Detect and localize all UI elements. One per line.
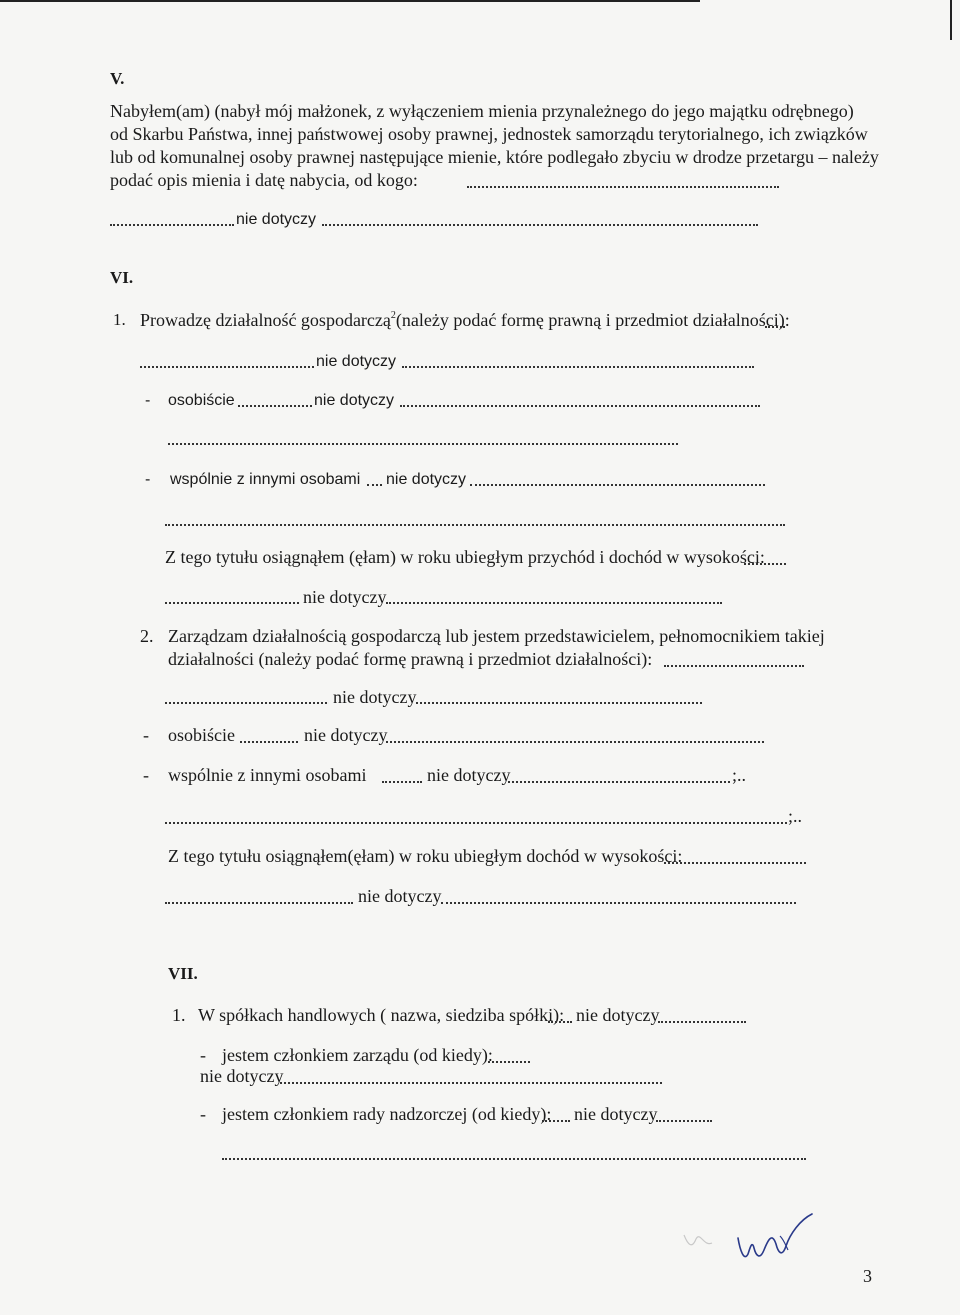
faint-mark (680, 1225, 720, 1255)
fill-dots (367, 484, 382, 486)
punctuation: ;.. (788, 806, 803, 826)
vii-board-answer: nie dotyczy (200, 1066, 284, 1086)
vi-item2-answer: nie dotyczy (333, 687, 417, 707)
vi-item2-personally-answer: nie dotyczy (304, 725, 388, 745)
vi-item1-text-post: (należy podać formę prawną i przedmiot działalności): (395, 310, 790, 330)
vi-item1-number: 1. (113, 310, 126, 329)
signature-image (730, 1210, 820, 1270)
fill-dots (765, 326, 785, 328)
fill-dots (542, 1120, 570, 1122)
vi-item1-answer: nie dotyczy (316, 353, 397, 370)
bullet-dash: - (145, 471, 151, 488)
vi-item1-income-answer: nie dotyczy (303, 587, 387, 607)
section-v-heading: V. (110, 69, 125, 88)
vi-item2-line-2: działalności (należy podać formę prawną i przedmiot działalności): (168, 649, 653, 669)
fill-dots (664, 665, 804, 667)
punctuation: ;.. (732, 765, 747, 785)
bullet-dash: - (143, 765, 149, 785)
vi-item1-text (140, 310, 790, 330)
fill-dots (441, 902, 796, 904)
fill-dots (222, 1158, 806, 1160)
vi-item1-text-pre: Prowadzę działalność gospodarczą (140, 310, 391, 330)
vii-item1-answer: nie dotyczy (576, 1005, 660, 1025)
vii-board-label: jestem członkiem zarządu (od kiedy): (222, 1045, 493, 1065)
section-vii-heading: VII. (168, 964, 198, 983)
fill-dots (508, 781, 730, 783)
fill-dots (402, 366, 754, 368)
section-v-line-4: podać opis mienia i datę nabycia, od kogo: (110, 170, 418, 190)
section-vi-heading: VI. (110, 268, 134, 287)
fill-dots (168, 443, 678, 445)
fill-dots (386, 602, 722, 604)
vi-item1-jointly-answer: nie dotyczy (386, 471, 467, 488)
fill-dots (416, 702, 702, 704)
vi-item2-personally-label: osobiście (168, 725, 235, 745)
vii-supervisory-answer: nie dotyczy (574, 1104, 658, 1124)
vi-item1-personally-label: osobiście (168, 392, 235, 409)
vi-item1-income-text: Z tego tytułu osiągnąłem (ęłam) w roku ubiegłym przychód i dochód w wysokości: (165, 547, 765, 567)
vii-supervisory-label: jestem członkiem rady nadzorczej (od kiedy): (222, 1104, 552, 1124)
bullet-dash: - (200, 1045, 206, 1065)
fill-dots (280, 1082, 662, 1084)
vi-item1-personally-answer: nie dotyczy (314, 392, 395, 409)
fill-dots (382, 781, 422, 783)
section-v-line-2: od Skarbu Państwa, innej państwowej osoby prawnej, jednostek samorządu terytorialnego, ich związków (110, 124, 868, 144)
vi-item2-income-text: Z tego tytułu osiągnąłem(ęłam) w roku ubiegłym dochód w wysokości: (168, 846, 683, 866)
vi-item2-number: 2. (140, 626, 154, 646)
fill-dots (488, 1061, 530, 1063)
fill-dots (165, 702, 327, 704)
fill-dots (240, 741, 298, 743)
vii-item1-number: 1. (172, 1005, 186, 1025)
fill-dots (744, 563, 786, 565)
bullet-dash: - (143, 725, 149, 745)
fill-dots (165, 902, 353, 904)
vi-item2-jointly-answer: nie dotyczy (427, 765, 511, 785)
fill-dots (165, 822, 787, 824)
section-v-answer: nie dotyczy (236, 211, 317, 228)
section-v-line-3: lub od komunalnej osoby prawnej następujące mienie, które podlegało zbyciu w drodze przetargu – należy (110, 147, 879, 167)
vii-item1-text: W spółkach handlowych ( nazwa, siedziba spółki): (198, 1005, 565, 1025)
page-number: 3 (863, 1266, 872, 1286)
bullet-dash: - (200, 1104, 206, 1124)
bullet-dash: - (145, 392, 151, 409)
scan-edge-top (0, 0, 700, 2)
scan-edge-right (950, 0, 952, 40)
vi-item2-income-answer: nie dotyczy (358, 886, 442, 906)
fill-dots (322, 224, 758, 226)
fill-dots (238, 405, 312, 407)
section-v-line-1: Nabyłem(am) (nabył mój małżonek, z wyłączeniem mienia przynależnego do jego majątku odrębnego) (110, 101, 854, 121)
fill-dots (548, 1021, 572, 1023)
fill-dots (165, 602, 299, 604)
fill-dots (658, 1021, 746, 1023)
fill-dots (386, 741, 764, 743)
fill-dots (165, 524, 785, 526)
fill-dots (400, 405, 760, 407)
fill-dots (467, 186, 779, 188)
vi-item2-jointly-label: wspólnie z innymi osobami (168, 765, 367, 785)
vi-item1-jointly-label: wspólnie z innymi osobami (170, 471, 361, 488)
fill-dots (140, 366, 314, 368)
footnote-marker: 2 (390, 310, 396, 321)
fill-dots (664, 862, 806, 864)
fill-dots (656, 1120, 712, 1122)
vi-item2-line-1: Zarządzam działalnością gospodarczą lub jestem przedstawicielem, pełnomocnikiem takiej (168, 626, 825, 646)
fill-dots (470, 484, 765, 486)
fill-dots (110, 224, 234, 226)
